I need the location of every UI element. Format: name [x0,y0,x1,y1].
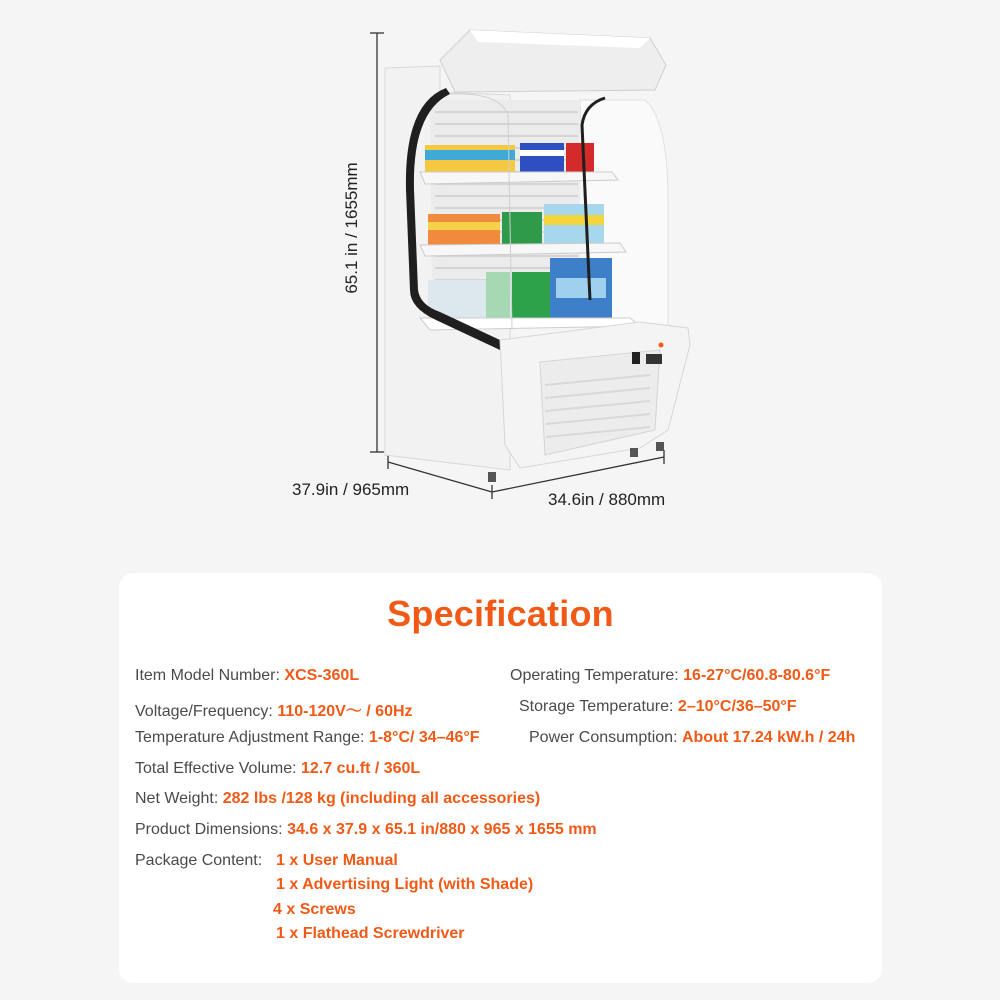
spec-row-model [135,667,359,685]
package-item: 1 x Flathead Screwdriver [276,925,465,942]
spec-value: About 17.24 kW.h / 24h [681,729,856,746]
spec-label: Voltage/Frequency: [135,703,273,720]
spec-row-voltage [135,698,413,721]
spec-value: XCS-360L [284,667,360,684]
spec-label: Storage Temperature: [519,698,674,715]
spec-row-storage-temp [519,698,797,716]
height-dimension-label: 65.1 in / 1655mm [342,162,361,294]
spec-label: Product Dimensions: [135,821,283,838]
package-item: 1 x Advertising Light (with Shade) [276,876,534,893]
spec-row-operating-temp [510,667,830,685]
spec-label: Temperature Adjustment Range: [135,729,365,746]
spec-value: 34.6 x 37.9 x 65.1 in/880 x 965 x 1655 mm [287,821,597,838]
spec-row-power [529,729,855,747]
spec-value: 16-27°C/60.8-80.6°F [683,667,831,684]
spec-label: Package Content: [135,852,263,869]
specification-card [119,573,882,983]
spec-row-adjustment-range [135,729,480,747]
spec-label: Operating Temperature: [510,667,679,684]
spec-label: Item Model Number: [135,667,280,684]
spec-value: 12.7 cu.ft / 360L [301,760,421,777]
width-dimension-label: 34.6in / 880mm [548,490,666,509]
spec-row-net-weight [135,790,540,808]
spec-value: 282 lbs /128 kg (including all accessories) [222,790,541,807]
depth-dimension-label: 37.9in / 965mm [292,480,410,499]
spec-value: 110-120V～ / 60Hz [277,703,413,720]
spec-row-volume [135,760,420,778]
top-shelf-drinks [425,143,594,173]
spec-row-dimensions [135,821,597,839]
spec-label: Total Effective Volume: [135,760,297,777]
spec-label: Net Weight: [135,790,219,807]
spec-row-package [135,852,262,870]
spec-label: Power Consumption: [529,729,678,746]
spec-value: 2–10°C/36–50°F [677,698,797,715]
package-item: 1 x User Manual [276,852,398,869]
thermostat-display [646,354,662,364]
spec-value: 1-8°C/ 34–46°F [368,729,480,746]
package-item: 4 x Screws [273,901,356,918]
spec-title: Specification [387,593,614,634]
